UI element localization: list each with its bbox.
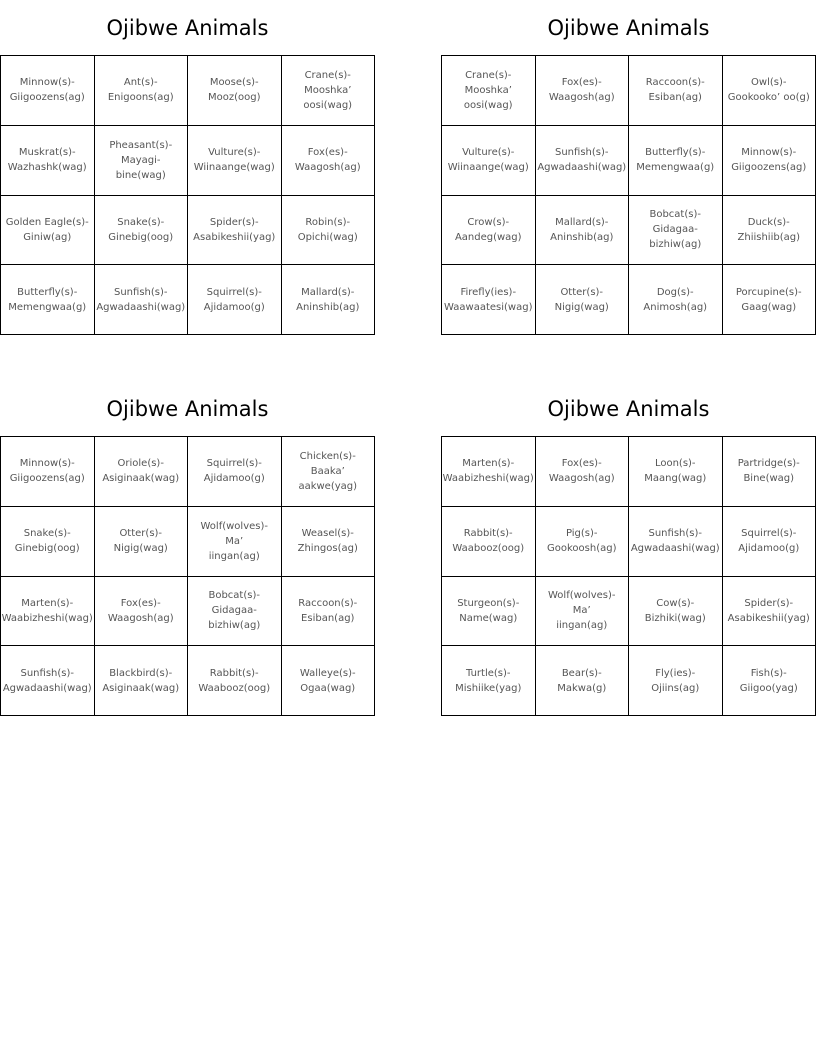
grid-cell: Firefly(ies)- Waawaatesi(wag): [442, 265, 536, 335]
grid-cell: Marten(s)- Waabizheshi(wag): [1, 577, 95, 647]
grid-cell: Sunfish(s)- Agwadaashi(wag): [629, 507, 723, 577]
grid-cell: Raccoon(s)- Esiban(ag): [629, 56, 723, 126]
grid-cell: Fox(es)- Waagosh(ag): [536, 437, 630, 507]
grid-cell: Butterfly(s)- Memengwaa(g): [629, 126, 723, 196]
grid-cell: Pig(s)- Gookoosh(ag): [536, 507, 630, 577]
grid-cell: Sunfish(s)- Agwadaashi(wag): [536, 126, 630, 196]
card-title: Ojibwe Animals: [106, 396, 269, 421]
grid-cell: Cow(s)- Bizhiki(wag): [629, 577, 723, 647]
grid-cell: Spider(s)- Asabikeshii(yag): [188, 196, 282, 266]
grid-cell: Wolf(wolves)- Ma’ iingan(ag): [536, 577, 630, 647]
grid-cell: Vulture(s)- Wiinaange(wag): [442, 126, 536, 196]
grid-cell: Sturgeon(s)- Name(wag): [442, 577, 536, 647]
grid-cell: Fox(es)- Waagosh(ag): [95, 577, 189, 647]
grid-cell: Rabbit(s)- Waabooz(oog): [188, 646, 282, 716]
grid-cell: Crane(s)- Mooshka’ oosi(wag): [282, 56, 376, 126]
grid-cell: Turtle(s)- Mishiike(yag): [442, 646, 536, 716]
grid-cell: Fox(es)- Waagosh(ag): [282, 126, 376, 196]
bingo-grid: [441, 55, 816, 335]
grid-cell: Dog(s)- Animosh(ag): [629, 265, 723, 335]
grid-cell: Weasel(s)- Zhingos(ag): [282, 507, 376, 577]
grid-cell: Wolf(wolves)- Ma’ iingan(ag): [188, 507, 282, 577]
grid-cell: Golden Eagle(s)- Giniw(ag): [1, 196, 95, 266]
grid-cell: Butterfly(s)- Memengwaa(g): [1, 265, 95, 335]
grid-cell: Partridge(s)- Bine(wag): [723, 437, 816, 507]
grid-cell: Bear(s)- Makwa(g): [536, 646, 630, 716]
grid-cell: Minnow(s)- Giigoozens(ag): [1, 56, 95, 126]
grid-cell: Raccoon(s)- Esiban(ag): [282, 577, 376, 647]
bingo-card: [0, 0, 375, 336]
grid-cell: Sunfish(s)- Agwadaashi(wag): [1, 646, 95, 716]
grid-cell: Blackbird(s)- Asiginaak(wag): [95, 646, 189, 716]
grid-cell: Crow(s)- Aandeg(wag): [442, 196, 536, 266]
grid-cell: Walleye(s)- Ogaa(wag): [282, 646, 376, 716]
grid-cell: Snake(s)- Ginebig(oog): [1, 507, 95, 577]
bingo-grid: [441, 436, 816, 716]
bingo-card: [441, 0, 816, 336]
grid-cell: Snake(s)- Ginebig(oog): [95, 196, 189, 266]
grid-cell: Otter(s)- Nigig(wag): [95, 507, 189, 577]
bingo-card: [441, 381, 816, 717]
grid-cell: Bobcat(s)- Gidagaa- bizhiw(ag): [188, 577, 282, 647]
grid-cell: Ant(s)- Enigoons(ag): [95, 56, 189, 126]
card-title: Ojibwe Animals: [106, 15, 269, 40]
card-title: Ojibwe Animals: [547, 15, 710, 40]
grid-cell: Rabbit(s)- Waabooz(oog): [442, 507, 536, 577]
grid-cell: Moose(s)- Mooz(oog): [188, 56, 282, 126]
grid-cell: Minnow(s)- Giigoozens(ag): [1, 437, 95, 507]
grid-cell: Bobcat(s)- Gidagaa- bizhiw(ag): [629, 196, 723, 266]
grid-cell: Fly(ies)- Ojiins(ag): [629, 646, 723, 716]
grid-cell: Fox(es)- Waagosh(ag): [536, 56, 630, 126]
grid-cell: Vulture(s)- Wiinaange(wag): [188, 126, 282, 196]
grid-cell: Robin(s)- Opichi(wag): [282, 196, 376, 266]
grid-cell: Loon(s)- Maang(wag): [629, 437, 723, 507]
grid-cell: Mallard(s)- Aninshib(ag): [282, 265, 376, 335]
bingo-card: [0, 381, 375, 717]
grid-cell: Mallard(s)- Aninshib(ag): [536, 196, 630, 266]
grid-cell: Crane(s)- Mooshka’ oosi(wag): [442, 56, 536, 126]
bingo-grid: [0, 55, 375, 335]
grid-cell: Spider(s)- Asabikeshii(yag): [723, 577, 816, 647]
grid-cell: Chicken(s)- Baaka’ aakwe(yag): [282, 437, 376, 507]
grid-cell: Otter(s)- Nigig(wag): [536, 265, 630, 335]
grid-cell: Oriole(s)- Asiginaak(wag): [95, 437, 189, 507]
grid-cell: Fish(s)- Giigoo(yag): [723, 646, 816, 716]
grid-cell: Squirrel(s)- Ajidamoo(g): [188, 265, 282, 335]
grid-cell: Marten(s)- Waabizheshi(wag): [442, 437, 536, 507]
grid-cell: Minnow(s)- Giigoozens(ag): [723, 126, 816, 196]
grid-cell: Porcupine(s)- Gaag(wag): [723, 265, 816, 335]
bingo-grid: [0, 436, 375, 716]
grid-cell: Pheasant(s)- Mayagi-bine(wag): [95, 126, 189, 196]
grid-cell: Owl(s)- Gookooko’ oo(g): [723, 56, 816, 126]
grid-cell: Squirrel(s)- Ajidamoo(g): [723, 507, 816, 577]
grid-cell: Squirrel(s)- Ajidamoo(g): [188, 437, 282, 507]
card-title: Ojibwe Animals: [547, 396, 710, 421]
grid-cell: Sunfish(s)- Agwadaashi(wag): [95, 265, 189, 335]
grid-cell: Muskrat(s)- Wazhashk(wag): [1, 126, 95, 196]
grid-cell: Duck(s)- Zhiishiib(ag): [723, 196, 816, 266]
